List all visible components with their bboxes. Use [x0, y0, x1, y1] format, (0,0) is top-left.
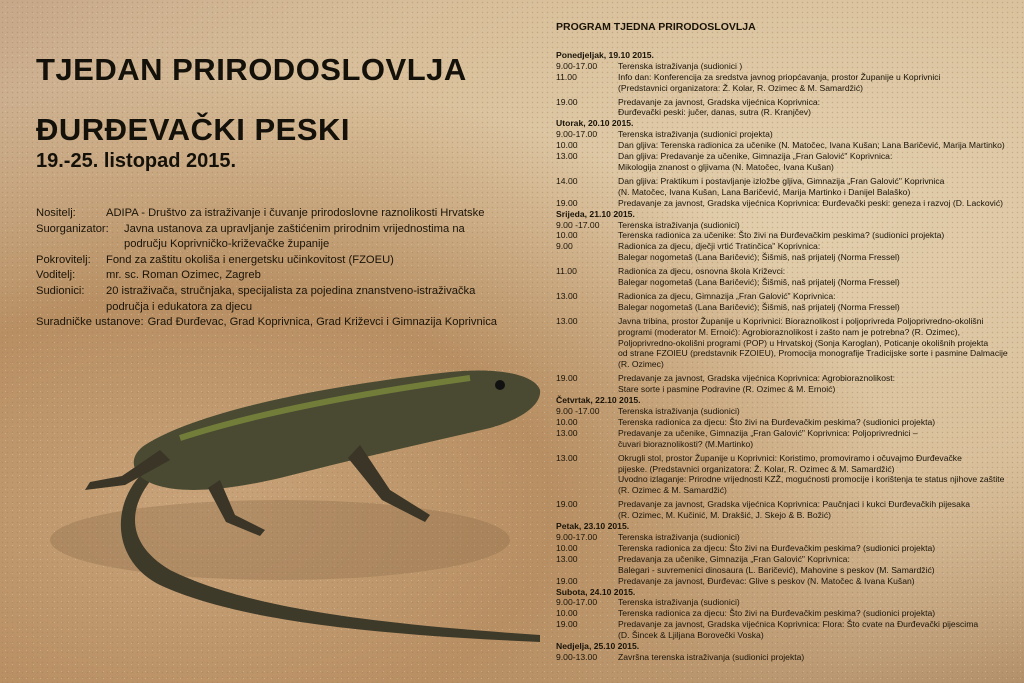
lizard-eye: [495, 380, 505, 390]
event-text: Info dan: Konferencija za sredstva javnog priopćavanja, prostor Županije u Koprivnici: [618, 71, 941, 82]
event-text: Mikologija znanost o gljivama (N. Matočec, Ivana Kušan): [618, 161, 834, 172]
event-text: Uvodno izlaganje: Prirodne vrijednosti KZŽ, mogućnosti promocije i korištenja te status njihove zaštite: [618, 474, 1005, 485]
program-title: PROGRAM TJEDNA PRIRODOSLOVLJA: [556, 21, 756, 33]
schedule-event: [556, 608, 1016, 619]
event-text: Dan gljiva: Predavanje za učenike, Gimnazija „Fran Galović" Koprivnica:: [618, 151, 893, 162]
schedule-event: [556, 129, 1016, 140]
event-text: Terenska radionica za djecu: Što živi na Đurđevačkim peskima? (sudionici projekta): [618, 542, 936, 553]
info-value: Javna ustanova za upravljanje zaštićenim prirodnim vrijednostima na području Koprivničko-križevačke županije: [124, 222, 465, 251]
event-text: Terenska istraživanja (sudionici): [618, 406, 740, 416]
lizard-body: [134, 371, 540, 490]
event-time: 13.00: [556, 427, 578, 438]
event-text: Predavanje za javnost, Gradska vijećnica Koprivnica: Flora: Što cvate na Đurđevački pijescima: [618, 619, 979, 630]
day-heading: Subota, 24.10 2015.: [556, 586, 636, 597]
event-time: 14.00: [556, 175, 578, 186]
info-row-pokrovitelj: [36, 253, 506, 269]
event-text: Dan gljiva: Terenska radionica za učenike (N. Matočec, Ivana Kušan; Lana Baričević, Marija Martinko): [618, 140, 1005, 151]
event-time: 13.00: [556, 452, 578, 463]
event-text: Okrugli stol, prostor Županije u Koprivnici: Koristimo, promoviramo i očuvajmo Đurđevačke: [618, 452, 962, 463]
poster-dates: 19.-25. listopad 2015.: [36, 150, 237, 172]
event-text: Radionica za djecu, Gimnazija „Fran Galović" Koprivnica:: [618, 290, 836, 301]
schedule-event: [556, 316, 1016, 371]
event-text: Terenska istraživanja (sudionici): [618, 219, 740, 230]
event-time: 19.00: [556, 373, 578, 384]
event-text: Predavanje za javnost, Gradska vijećnica Koprivnica: Đurđevački peski: geneza i razvoj (D. Lacković): [618, 197, 1003, 208]
event-text: (R. Ozimec, M. Kučinić, M. Drakšić, J. Skejo & B. Božić): [618, 510, 831, 521]
schedule-event: [556, 619, 1016, 641]
event-time: 19.00: [556, 499, 578, 510]
event-time: 10.00: [556, 230, 578, 241]
event-time: 13.00: [556, 151, 578, 162]
day-heading: Ponedjeljak, 19.10 2015.: [556, 49, 654, 60]
schedule-event: [556, 72, 1016, 94]
event-text: Balegar nogometaš (Lana Baričević); Šišmiš, naš prijatelj (Norma Fressel): [618, 252, 900, 263]
info-label: Pokrovitelj:: [36, 253, 91, 266]
event-text: Poljoprivredno-okolišni programi (POP) u Hrvatskoj (Sonja Karoglan), Poticanje okolišnih projekta: [618, 337, 989, 348]
schedule-event: [556, 373, 1016, 395]
schedule-event: [556, 406, 1016, 417]
schedule-event: [556, 151, 1016, 173]
event-text: Terenska istraživanja (sudionici ): [618, 60, 743, 71]
schedule-event: [556, 417, 1016, 428]
lizard-photo: [30, 350, 550, 650]
event-text: Terenska istraživanja (sudionici): [618, 597, 740, 608]
event-text: Terenska istraživanja (sudionici projekta): [618, 129, 773, 140]
schedule-event: [556, 576, 1016, 587]
event-text: Balegari - suvremenici dinosaura (L. Baričević), Mahovine s peskov (M. Samardžić): [618, 564, 935, 575]
event-text: Terenska radionica za djecu: Što živi na Đurđevačkim peskima? (sudionici projekta): [618, 608, 936, 619]
event-time: 9.00: [556, 241, 573, 252]
schedule-event: [556, 266, 1016, 288]
schedule-event: [556, 428, 1016, 450]
schedule-event: [556, 597, 1016, 608]
schedule-event: [556, 198, 1016, 209]
info-value: mr. sc. Roman Ozimec, Zagreb: [106, 269, 261, 282]
event-text: Predavanje za učenike, Gimnazija „Fran Galović" Koprivnica: Poljoprivrednici –: [618, 427, 918, 438]
schedule-event: [556, 176, 1016, 198]
organizer-info: [36, 206, 506, 331]
info-label: Suradničke ustanove:: [36, 316, 144, 329]
info-label: Nositelj:: [36, 207, 76, 219]
info-row-suradnicke: [36, 315, 506, 331]
event-time: 10.00: [556, 608, 578, 619]
event-text: čuvari bioraznolikosti? (M.Martinko): [618, 438, 754, 449]
day-heading: Petak, 23.10 2015.: [556, 521, 630, 532]
event-time: 9.00-13.00: [556, 651, 598, 662]
event-text: od strane FZOIEU (predstavnik FZOIEU), Promocija monografije Tradicijske sorte i pasmine Dalmacije: [618, 348, 1008, 359]
event-time: 13.00: [556, 290, 578, 301]
event-time: 11.00: [556, 71, 577, 82]
event-text: Predavanje za javnost, Gradska vijećnica Koprivnica: Paučnjaci i kukci Đurđevačkih pijesaka: [618, 499, 971, 510]
event-text: (R. Ozimec & M. Samardžić): [618, 485, 727, 496]
schedule-event: [556, 230, 1016, 241]
info-row-nositelj: [36, 206, 506, 222]
event-text: Terenska radionica za djecu: Što živi na Đurđevačkim peskima? (sudionici projekta): [618, 416, 936, 427]
day-heading: Srijeda, 21.10 2015.: [556, 208, 635, 219]
event-time: 10.00: [556, 140, 578, 151]
event-time: 19.00: [556, 619, 578, 630]
event-time: 9.00-17.00: [556, 60, 598, 71]
info-label: Sudionici:: [36, 284, 85, 297]
info-value: Grad Đurđevac, Grad Koprivnica, Grad Križevci i Gimnazija Koprivnica: [147, 316, 498, 329]
event-time: 10.00: [556, 542, 578, 553]
schedule-event: [556, 140, 1016, 151]
schedule-event: [556, 532, 1016, 543]
event-text: Đurđevački peski: jučer, danas, sutra (R. Kranjčev): [618, 107, 811, 118]
event-text: Terenska radionica za učenike: Što živi na Đurđevačkim peskima? (sudionici projekta): [618, 230, 945, 241]
day-heading: Nedjelja, 25.10 2015.: [556, 641, 640, 652]
event-text: Predavanje za javnost, Đurđevac: Glive s peskov (N. Matočec & Ivana Kušan): [618, 575, 915, 586]
event-text: programi (moderator M. Ernoić): Agrobioraznolikost i zašto nam je potrebna? (R. Ozimec),: [618, 326, 960, 337]
event-text: Balegar nogometaš (Lana Baričević); Šišmiš, naš prijatelj (Norma Fressel): [618, 301, 900, 312]
event-text: Radionica za djecu, dječji vrtić Tratinčica" Koprivnica:: [618, 241, 821, 252]
event-time: 9.00 -17.00: [556, 406, 600, 416]
event-text: (Predstavnici organizatora: Ž. Kolar, R. Ozimec & M. Samardžić): [618, 82, 863, 93]
info-label: Voditelj:: [36, 269, 76, 282]
event-text: Javna tribina, prostor Županije u Koprivnici: Bioraznolikost i poljoprivreda Poljoprivredno-okolišni: [618, 315, 984, 326]
event-time: 9.00 -17.00: [556, 219, 600, 230]
schedule-event: [556, 453, 1016, 497]
event-text: Dan gljiva: Praktikum i postavljanje izložbe gljiva, Gimnazija „Fran Galović" Koprivnica: [618, 175, 945, 186]
event-time: 10.00: [556, 416, 578, 427]
schedule-event: [556, 652, 1016, 663]
event-time: 19.00: [556, 575, 578, 586]
event-text: (N. Matočec, Ivana Kušan, Lana Baričević, Marija Martinko i Danijel Balaško): [618, 186, 911, 197]
info-row-sudionici: [36, 284, 506, 315]
lizard-shadow: [50, 500, 510, 580]
event-time: 11.00: [556, 266, 577, 277]
info-label: Suorganizator:: [36, 222, 109, 235]
event-time: 19.00: [556, 96, 578, 107]
event-text: Predavanja za učenike, Gimnazija „Fran Galović" Koprivnica:: [618, 553, 850, 564]
event-text: Stare sorte i pasmine Podravine (R. Ozimec & M. Ernoić): [618, 384, 836, 395]
program-schedule: [556, 22, 1016, 663]
info-value: ADIPA - Društvo za istraživanje i čuvanje prirodoslovne raznolikosti Hrvatske: [106, 207, 485, 219]
event-time: 9.00-17.00: [556, 531, 598, 542]
schedule-event: [556, 291, 1016, 313]
event-text: Predavanje za javnost, Gradska vijećnica Koprivnica: Agrobioraznolikost:: [618, 373, 896, 384]
event-text: Predavanje za javnost, Gradska vijećnica Koprivnica:: [618, 96, 821, 107]
info-row-voditelj: [36, 268, 506, 284]
schedule-event: [556, 220, 1016, 231]
event-time: 19.00: [556, 197, 578, 208]
schedule-event: [556, 499, 1016, 521]
day-heading: Utorak, 20.10 2015.: [556, 118, 634, 129]
event-text: Balegar nogometaš (Lana Baričević); Šišmiš, naš prijatelj (Norma Fressel): [618, 277, 900, 288]
schedule-event: [556, 61, 1016, 72]
info-value: Fond za zaštitu okoliša i energetsku učinkovitost (FZOEU): [106, 253, 394, 266]
schedule-event: [556, 554, 1016, 576]
info-row-suorganizator: [36, 222, 506, 253]
schedule-event: [556, 97, 1016, 119]
poster-title-line2: ĐURĐEVAČKI PESKI: [36, 112, 351, 147]
event-text: pijeske. (Predstavnici organizatora: Ž. Kolar, R. Ozimec & M. Samardžić): [618, 463, 895, 474]
event-text: (D. Šincek & Ljiljana Borovečki Voska): [618, 630, 764, 641]
event-time: 9.00-17.00: [556, 129, 598, 140]
event-time: 13.00: [556, 553, 578, 564]
event-text: Radionica za djecu, osnovna škola Križevci:: [618, 266, 786, 277]
event-text: Terenska istraživanja (sudionici): [618, 531, 740, 542]
event-time: 13.00: [556, 315, 578, 326]
day-heading: Četvrtak, 22.10 2015.: [556, 395, 641, 406]
event-text: Završna terenska istraživanja (sudionici projekta): [618, 651, 805, 662]
info-value: 20 istraživača, stručnjaka, specijalista za pojedina znanstveno-istraživačka područja i edukatora za djecu: [106, 284, 476, 313]
schedule-event: [556, 543, 1016, 554]
event-text: (R. Ozimec): [618, 359, 664, 370]
schedule-event: [556, 241, 1016, 263]
event-time: 9.00-17.00: [556, 597, 598, 608]
poster-title-line1: TJEDAN PRIRODOSLOVLJA: [36, 52, 467, 87]
